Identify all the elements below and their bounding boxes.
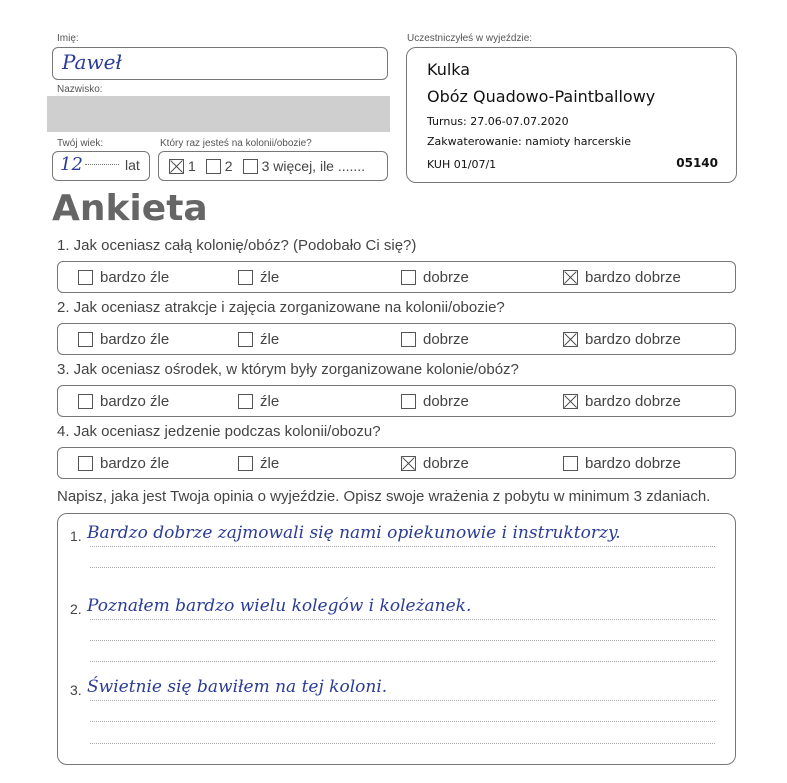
ktory-raz-checkbox-1[interactable] [169,159,184,174]
q1-bardzo-dobrze-checkbox[interactable] [563,270,578,285]
q1-bardzo-zle-label: bardzo źle [100,269,170,286]
rating-row-3 [57,385,736,417]
opinion-box[interactable] [57,513,736,765]
nazwisko-label: Nazwisko: [57,84,103,95]
q1-zle-label: źle [260,269,280,286]
q3-zle-checkbox[interactable] [238,394,253,409]
q2-bardzo-dobrze-checkbox[interactable] [563,332,578,347]
q1-bardzo-dobrze-label: bardzo dobrze [585,269,681,286]
dotted-line [90,619,715,620]
ktory-raz-option-1: 1 [188,158,196,174]
imie-label: Imię: [57,33,79,44]
q4-dobrze-checkbox[interactable] [401,456,416,471]
ktory-raz-checkbox-3[interactable] [243,159,258,174]
page-title: Ankieta [52,188,208,229]
wiek-label: Twój wiek: [57,138,104,149]
wiek-field[interactable] [52,151,150,181]
opinion-answer-3: Świetnie się bawiłem na tej koloni. [87,677,388,697]
ktory-raz-checkbox-2[interactable] [206,159,221,174]
q3-dobrze-label: dobrze [423,393,469,410]
q4-bardzo-dobrze-label: bardzo dobrze [585,455,681,472]
opinion-answer-1: Bardzo dobrze zajmowali się nami opiekunowie i instruktorzy. [87,523,621,543]
question-2: 2. Jak oceniasz atrakcje i zajęcia zorganizowane na kolonii/obozie? [57,299,505,316]
q4-zle-label: źle [260,455,280,472]
q4-bardzo-zle-checkbox[interactable] [78,456,93,471]
q4-dobrze-label: dobrze [423,455,469,472]
trip-zakwaterowanie: Zakwaterowanie: namioty harcerskie [427,135,631,148]
q2-bardzo-dobrze-label: bardzo dobrze [585,331,681,348]
trip-info-box [406,47,737,183]
q2-dobrze-checkbox[interactable] [401,332,416,347]
q3-zle-label: źle [260,393,280,410]
trip-name: Kulka [427,60,471,79]
q3-bardzo-zle-checkbox[interactable] [78,394,93,409]
rating-row-4 [57,447,736,479]
q4-zle-checkbox[interactable] [238,456,253,471]
q3-dobrze-checkbox[interactable] [401,394,416,409]
dotted-line [90,721,715,722]
wiek-value: 12 [60,154,83,175]
q2-zle-checkbox[interactable] [238,332,253,347]
q1-zle-checkbox[interactable] [238,270,253,285]
q3-bardzo-dobrze-checkbox[interactable] [563,394,578,409]
question-1: 1. Jak oceniasz całą kolonię/obóz? (Podobało Ci się?) [57,237,417,254]
opinion-number-2: 2. [70,601,82,617]
rating-row-2 [57,323,736,355]
uczestnik-label: Uczestniczyłeś w wyjeździe: [407,33,533,44]
wiek-unit: lat [125,157,140,173]
ktory-raz-option-3: 3 więcej, ile ....... [261,158,366,174]
dotted-line [90,546,715,547]
q1-bardzo-zle-checkbox[interactable] [78,270,93,285]
q2-bardzo-zle-checkbox[interactable] [78,332,93,347]
opinion-answer-2: Poznałem bardzo wielu kolegów i koleżanek. [87,596,472,616]
trip-turnus: Turnus: 27.06-07.07.2020 [427,115,569,128]
q2-bardzo-zle-label: bardzo źle [100,331,170,348]
q3-bardzo-dobrze-label: bardzo dobrze [585,393,681,410]
ktory-raz-label: Który raz jesteś na kolonii/obozie? [160,138,312,149]
ktory-raz-option-2: 2 [224,158,233,174]
question-4: 4. Jak oceniasz jedzenie podczas kolonii/obozu? [57,423,381,440]
wiek-dots [85,164,119,165]
q3-bardzo-zle-label: bardzo źle [100,393,170,410]
q1-dobrze-checkbox[interactable] [401,270,416,285]
opinion-number-3: 3. [70,682,82,698]
dotted-line [90,700,715,701]
dotted-line [90,640,715,641]
ktory-raz-field [158,151,388,181]
opinion-prompt: Napisz, jaka jest Twoja opinia o wyjeździe. Opisz swoje wrażenia z pobytu w minimum 3 zdaniach. [57,488,711,505]
imie-value: Paweł [62,50,122,74]
trip-camp: Obóz Quadowo-Paintballowy [427,87,656,106]
dotted-line [90,567,715,568]
q1-dobrze-label: dobrze [423,269,469,286]
opinion-number-1: 1. [70,528,82,544]
dotted-line [90,661,715,662]
q4-bardzo-zle-label: bardzo źle [100,455,170,472]
q2-dobrze-label: dobrze [423,331,469,348]
question-3: 3. Jak oceniasz ośrodek, w którym były zorganizowane kolonie/obóz? [57,361,519,378]
q4-bardzo-dobrze-checkbox[interactable] [563,456,578,471]
q2-zle-label: źle [260,331,280,348]
imie-field[interactable] [52,47,388,80]
trip-number: 05140 [676,156,718,170]
dotted-line [90,743,715,744]
rating-row-1 [57,261,736,293]
nazwisko-redacted [47,96,390,132]
trip-code: KUH 01/07/1 [427,158,497,171]
